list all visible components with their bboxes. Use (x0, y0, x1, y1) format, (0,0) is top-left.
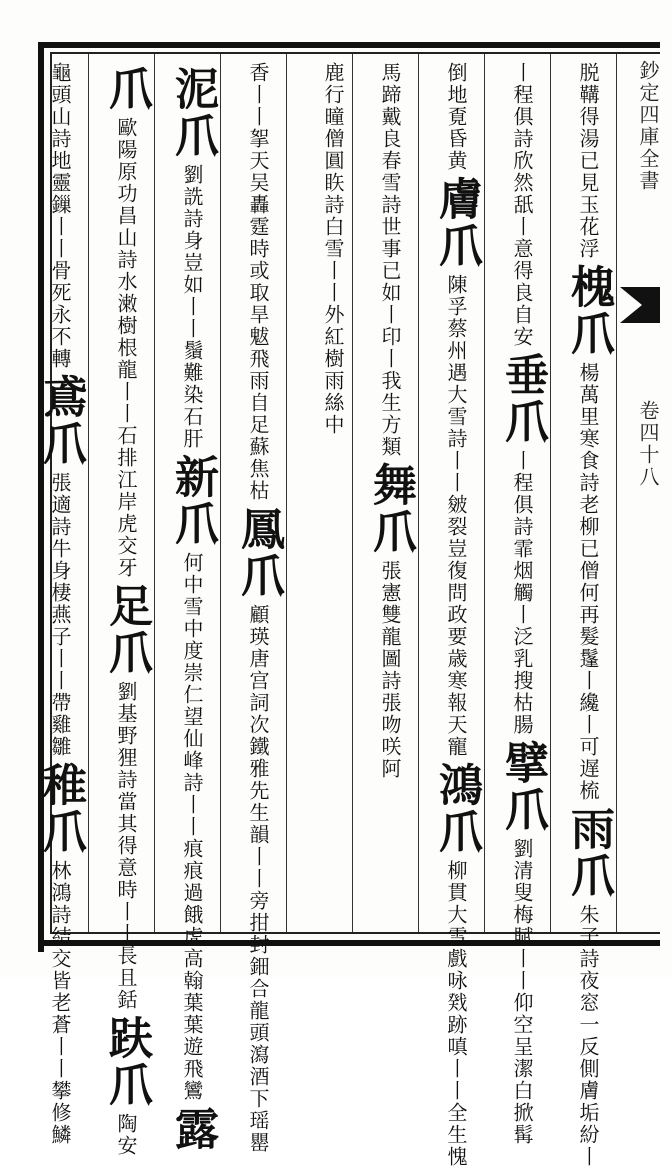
margin-volume: 卷四十八 (636, 400, 660, 488)
column-text: 朱子詩夜窓一反側膚垢紛丨 (576, 904, 600, 1168)
text-column (556, 62, 612, 1168)
column-rule (484, 54, 485, 932)
column-text: 馬蹄戴良春雪詩世事已如丨印丨我生方類 (378, 62, 402, 458)
column-text: 歐陽原功昌山詩水潄樹根龍丨丨石排江岸虎交牙 (114, 117, 138, 579)
margin-title: 鈔定四庫全書 (636, 60, 660, 192)
headword: 鳶爪 (35, 374, 86, 468)
headword: 擘爪 (497, 740, 548, 834)
column-rule (88, 54, 89, 932)
column-text: 龜頭山詩地靈鏁丨丨骨死永不轉 (48, 62, 72, 370)
column-text: 何中雪中度崇仁望仙峰詩丨丨痕痕過餓虎高翰葉葉遊飛鸞 (180, 552, 204, 1102)
column-text: 劉詵詩身豈如丨丨鬚難染石肝 (180, 164, 204, 450)
headword: 趺爪 (101, 1015, 152, 1109)
column-text: 倒地覔昏黄 (444, 62, 468, 172)
column-text: 楊萬里寒食詩老柳已僧何再髮鬔丨纔丨可遅梳 (576, 362, 600, 802)
column-text: 林鴻詩結交皆老蒼丨丨攀修鱗 (48, 860, 72, 1146)
column-text: 顧瑛唐宫詞次鐵雅先生韻丨丨旁拑封鈿合龍頭瀉酒下瑶罌 (246, 604, 270, 1154)
column-rule (286, 54, 287, 932)
headword: 垂爪 (497, 352, 548, 446)
column-text: 陳孚蔡州遇大雪詩丨丨皴裂豈復問政要歳寒報天寵 (444, 274, 468, 758)
headword: 足爪 (101, 583, 152, 677)
headword: 膚爪 (431, 176, 482, 270)
text-column (358, 62, 414, 780)
headword: 鳳爪 (233, 506, 284, 600)
text-column (292, 62, 348, 436)
text-column (28, 62, 84, 1146)
headword: 稚爪 (35, 762, 86, 856)
headword: 舞爪 (365, 462, 416, 556)
headword: 槐爪 (563, 264, 614, 358)
column-text: 丨程俱詩欣然舐丨意得良自安 (510, 62, 534, 348)
column-text: 劉基野狸詩當其得意時丨丨長且銛 (114, 681, 138, 1011)
column-rule (550, 54, 551, 932)
text-column (94, 62, 150, 1157)
column-rule (220, 54, 221, 932)
column-text: 丨程俱詩霏烟觸丨泛乳搜枯腸 (510, 450, 534, 736)
headword: 爪 (101, 66, 152, 113)
text-column (160, 62, 216, 1157)
column-text: 陶安 (114, 1113, 138, 1157)
column-text: 鹿行曈僧圓䀢詩白雪丨丨外紅樹雨絲中 (321, 62, 345, 436)
headword: 雨爪 (563, 806, 614, 900)
text-column (424, 62, 480, 1168)
column-text: 張適詩牛身棲燕子丨丨帶雞雛 (48, 472, 72, 758)
text-column (226, 62, 282, 1154)
column-rule (616, 54, 617, 932)
headword: 泥爪 (167, 66, 218, 160)
column-rule (418, 54, 419, 932)
column-text: 脱鞲得湯已見玉花浮 (576, 62, 600, 260)
column-text: 張憲雙龍圖詩張吻咲阿 (378, 560, 402, 780)
inner-border-top (50, 52, 660, 54)
fish-tail-mark-icon (620, 285, 660, 325)
column-rule (154, 54, 155, 932)
column-text: 劉清叟梅賦丨丨仰空呈潔白掀髯 (510, 838, 534, 1146)
frame-border-top (38, 42, 660, 48)
headword: 露 (167, 1106, 218, 1153)
column-text: 香丨丨挐天吴轟霆時或取旱魃飛雨自足蘇焦枯 (246, 62, 270, 502)
headword: 新爪 (167, 454, 218, 548)
column-text: 柳貫大雪戲咏戣跡嗔丨丨全生愧 (444, 860, 468, 1168)
headword: 鴻爪 (431, 762, 482, 856)
column-rule (352, 54, 353, 932)
text-column (490, 62, 546, 1146)
